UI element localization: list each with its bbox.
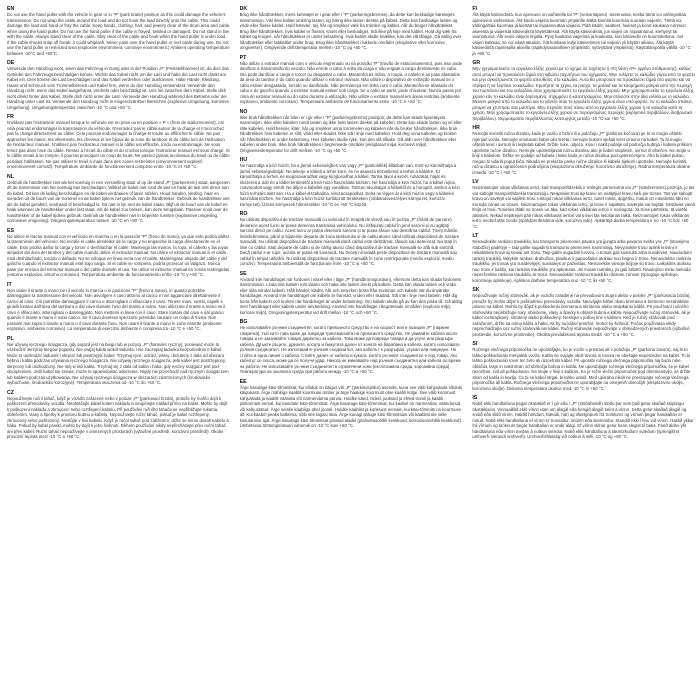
language-section: [240, 55, 463, 105]
language-section: [472, 341, 695, 391]
language-section: [472, 6, 695, 56]
language-section: [472, 179, 695, 229]
safety-warning-text: Nemojte koristiti ručnu dizalicu kada je vozilo u brzini ili u položaju „P“ (parkirna kočnica) jer bi to moglo oštetiti mjenjač vozila. Nemojte omotavati kabel oko tereta i nemojte kukom vješati teret izravno na kabel. To bi moglo oštetiti teret i uvrnuti ili raspletati kabel. Držite ruke, odjeću, kosu i nakit podalje od područja bubnja i kabela prilikom upotrebe ručne dizalice. Nemojte upotrebljavati ručnu dizalicu ako je kabel raspleten, uvrnut ili oštećen. Ne stojte u liniji s kabelom. Držite se podalje od kabela i kuke kada je ručna dizalica pod opterećenjem. Ako bi kabel pukao, mogao bi udariti poput biča. Nikada ne prelazite preko ručne dizalice ili kabela tijekom upotrebe. Nemojte koristiti ručnu dizalicu u ograničenim područjima (eksplozivno okruženje, korozivno okruženje). Radna temperatura okoline između -10 °C i +50 °C.: [472, 131, 692, 175]
safety-warning-text: Nepoužívajte ručný sťahovák, ak je vozidlo zaradené na prevodovom stupni alebo v polohe „P“ (parkovacia brzda), pretože by mohlo dôjsť k poškodeniu prevodovky vozidla. Neovíjajte kábel okolo bremena a bremeno nezaháknite priamo na kábel. Mohlo by dôjsť k poškodeniu bremena a skrúteniu alebo strapkaniu kábla. Pri používaní ručného sťahováka nepribližujte ruky, oblečenie, vlasy a šperky k oblasti bubna a kábla. Nepoužívajte ručný sťahovák, ak je kábel rozstrapkaný, skrútený alebo poškodený. Nestojte v jednej línii s káblom. Keď je ručný sťahovák pod zaťažením, držte sa mimo kábla a háku. Ak by sa kábel pretrhol, mohol by švihnúť. Počas používania nikdy neprechádzajte cez ručný sťahovák ani kábel. Ručný sťahovák nepoužívajte v obmedzených priestoroch (výbušné prostredie, korozívne prostredie). Okolitá prevádzková teplota medzi -10 °C a +50 °C.: [472, 293, 691, 337]
safety-warning-text: Μην χρησιμοποιείτε το εργαλείο έλξης χεριού με το όχημα σε ταχύτητα ή στη θέση «P» (φρένο στάθμευσης), καθώς αυτό μπορεί να προκαλέσει ζημιά στο κιβώτιο ταχυτήτων του οχήματος. Μην τυλίγετε το καλώδιο γύρω από το φορτίο και μην αγκιστρώνετε το φορτίο απευθείας στο καλώδιο. Αυτό θα μπορούσε να προκαλέσει ζημιά στο φορτίο και να στρίψει ή να ξεφτίσει το καλώδιο. Κρατήστε τα χέρια, τα ρούχα, τα μαλλιά και τα κοσμήματα μακριά από την περιοχή του τυμπάνου και του καλωδίου όταν χρησιμοποιείτε το εργαλείο έλξης χεριού. Μην χρησιμοποιείτε το εργαλείο έλξης χεριού εάν το καλώδιο είναι ξεφτισμένο, στριμμένο ή κατεστραμμένο. Μην στέκεστε στην ίδια ευθεία με το καλώδιο. Μείνετε μακριά από το καλώδιο και το γάντζο όταν το εργαλείο έλξης χεριού είναι υπό φορτίο. Αν το καλώδιο σπάσει, μπορεί να χτυπήσει σαν μαστίγιο. Μην περνάτε ποτέ πάνω από το εργαλείο έλξης χεριού ή το καλώδιο κατά τη χρήση. Μην χρησιμοποιείτε το εργαλείο έλξης χεριού σε περιορισμένες περιοχές (εκρηκτικό περιβάλλον, διαβρωτικό περιβάλλον). Θερμοκρασία περιβάλλοντος λειτουργίας μεταξύ -10 °C και +50 °C.: [472, 66, 695, 121]
language-code: HR: [472, 125, 480, 131]
safety-warning-text: Ročnega vlečnega pripomočka ne uporabljajte, ko je vozilo v prestavi ali v položaju „P“ (parkirna zavora), saj bi to lahko poškodovalo menjalnik vozila. Kabla ne ovijajte okoli tovora in tovora ne obešajte neposredno na kabel. To bi lahko poškodovalo tovor ter zvilo ali razcefralo kabel. Pri uporabi ročnega vlečnega pripomočka naj bodo roke, oblačila, lasje in nakit stran od območja bobna in kabla. Ne uporabljajte ročnega vlečnega pripomočka, če je kabel razcefran, zvit ali poškodovan. Ne stojte v liniji s kablom. Ko je ročni vlečni pripomoček pod obremenitvijo, se držite stran od kabla in kavlja. Če bi se kabel strgal, bi lahko udaril. Med uporabo nikoli ne prestopajte ročnega vlečnega pripomočka ali kabla. Ročnega vlečnega pripomočka ne uporabljajte na omejenih območjih (eksplozivno okolje, korozivno okolje). Delovna temperatura okolice med -10 °C in +50 °C.: [472, 347, 691, 391]
safety-warning-text: N’utilisez pas l’extracteur manuel lorsque le véhicule est en prise ou en position « P » (frein de stationnement), car cela pourrait endommager la transmission du véhicule. N’enroulez pas le câble autour de la charge et n’accrochez pas la charge directement au câble. Cela pourrait endommager la charge et tordre ou effilocher le câble. Ne pas approcher les mains, les vêtements, les cheveux et les bijoux de la zone du tambour et du câble lors de l’utilisation de l’extracteur manuel. N’utilisez pas l’extracteur manuel si le câble est effiloché, tordu ou endommagé. Ne vous tenez pas dans l’axe du câble. Restez à l’écart du câble et du crochet lorsque l’extracteur manuel est sous charge. Si le câble venait à se rompre, il pourrait provoquer un coup de fouet. Ne passez jamais au-dessus du treuil ou du câble pendant l’utilisation. Ne pas utiliser le treuil à main dans des zones restreintes (environnement explosif, environnement corrosif). Température ambiante de fonctionnement comprise entre -10 °C et +50 °C.: [7, 120, 230, 169]
safety-warning-text: Brug ikke håndtrækket, mens køretøjet er i gear eller i “P” (parkeringsbremse), da dette kan beskadige køretøjets transmission. Vikl ikke kablet omkring lasten, og hæng ikke lasten direkte på kablet. Dette kan beskadige lasten og vride eller flosse kablet. Hold hænder, tøj, hår og smykker væk fra tromlen og kablet, når du bruger håndtrækket. Brug ikke håndtrækket, hvis kablet er flosset, snoet eller beskadiget. Stå ikke på linje med kablet. Hold dig væk fra kablet og krogen, når håndtrækket er under belastning. Hvis kablet skulle knække, kan det slå tilbage. Gå aldrig over håndtrækket eller tabkablet under brug. Brug ikke håndtrækket i lukkede områder (eksplosive eller korrosive omgivelser). Omgivende driftstemperatur mellem -10 °C og +50 °C.: [239, 12, 462, 50]
language-code: FI: [472, 6, 477, 12]
language-section: [7, 390, 230, 440]
language-code: SK: [472, 287, 480, 293]
language-section: [472, 287, 695, 337]
document-page: [7, 6, 695, 694]
language-code: PL: [7, 335, 14, 342]
language-section: [472, 60, 695, 121]
language-section: [7, 174, 230, 224]
language-code: SE: [239, 270, 247, 277]
language-code: SI: [472, 341, 478, 347]
safety-warning-text: Nu utilizați dispozitivul de tractare manuală cu vehiculul în treaptă de viteză sau în poziția „P” (frână de parcare), deoarece acest lucru ar putea deteriora transmisia vehiculului. Nu înfășurați cablul în jurul sarcinii și nu agățați sarcina direct pe cablu. Acest lucru ar putea deteriora sarcina și ar putea răsuci sau destrăma cablul. Țineți mâinile, îmbrăcămintea, părul și bijuteriile departe de zona tamburului și de cablu atunci când utilizați dispozitivul de tractare manuală. Nu utilizați dispozitivul de tractare manuală dacă cablul este destrămat, răsucit sau deteriorat. Nu stați în linie cu cablul. Stați departe de cablu și de cârlig atunci când dispozitivul de tractare manuală se află sub sarcină. Dacă cablul s-ar rupe, acesta ar putea să lovească. Nu treceți niciodată peste dispozitivul de tractare manuală sau cablul în timpul utilizării. Nu utilizați dispozitivul de tractare manuală în zone restricționate (mediu exploziv, mediu coroziv). Temperatura ambientală de funcționare între -10 °C și +50 °C.: [239, 217, 460, 266]
language-section: [240, 379, 463, 429]
language-section: [472, 233, 695, 283]
language-code: IT: [7, 281, 12, 288]
language-section: [240, 157, 463, 207]
language-code: NL: [7, 173, 14, 180]
language-code: HU: [239, 157, 248, 163]
language-code: CZ: [7, 389, 14, 396]
safety-warning-text: Verwende den Handzug nicht, wenn das Fahrzeug in Gang oder in der Position „P“ (Feststellbremse) ist, da dies das Getriebe des Fahrzeugs beschädigen könnte. Wickle das Kabel nicht um die Last und hake die Last nicht direkt am Kabel ein. Dies könnte die Last beschädigen und das Kabel verdrehen oder ausfransen. Halte Hände, Kleidung, Haare und Schmuck vom Trommelbereich und Kabel fern, wenn du den Handzug verwendest. Verwende den Handzug nicht, wenn das Kabel ausgefranst, verdreht oder beschädigt ist. Uns nie zwischen dem Kabel. Stelle dich nicht direkt hinter das Kabel. Stelle dich nicht unter die Last. Vermeide den Handzug während des Betriebs oder der Handzug unter Last ist. Verwende den Handzug nicht in eingeschränkten Bereichen (explosive Umgebung, korrosive Umgebung). Umgebungstemperatur zwischen -10 °C und +50 °C.: [7, 66, 229, 110]
language-code: ES: [7, 227, 14, 234]
safety-warning-text: No utilice el tractor manual con el vehículo en marcha o en la posición “P” (freno de mano), ya que esto podría dañar la transmisión del vehículo. No enrolle el cable alrededor de la carga y no enganche la carga directamente en el cable. Esto podría dañar la carga y torcer o deshilachar el cable. Mantenga las manos, la ropa, el cabello y las joyas alejados del área del tambor y del cable cuando utilice el extractor manual. No utilice el extractor manual si el cable está deshilachado, torcido o dañado. No se coloque en línea recta con el cable. Manténgase alejado del cable y del gancho cuando el extractor manual esté bajo carga. Si el cable se rompiera, podría provocar un latigazo. Nunca pase por encima del extractor manual o del cable durante el uso. No utilice el extractor manual en zonas restringidas (entorno explosivo, entorno corrosivo). Temperatura ambiente de funcionamiento entre -10 °C y +50 °C.: [7, 233, 230, 277]
safety-warning-text: Ne használja a kézi húzót, ha a jármű sebességben van vagy „P” (parkolófék) állásban van, mert ez károsíthatja a jármű sebességváltóját. Ne tekerje a kábelt a teher köré, és ne akassza közvetlenül a terhet a kábelre. Ez károsíthatja a terhet, és megcsavarodhat vagy kirojtosodhat a kábel. Tartsa távol a kezét, ruházatát, haját és ékszereit a dob és a kábel területétől a kézi húzó használata közben. Ne használja a kézi húzót, ha a kábel rojtos, csavarodott vagy sérült. Ne álljon a kábellel egy vonalban. Tartson távolságot a kábeltől és a horogtól, amikor a kézi húzó terhelés alatt van. Ha a kábel elszakadna, visszacsapódhat. Soha ne lépjen át a kézi húzón vagy a kábelen használat közben. Ne használja a kézi húzót korlátozott területeken (robbanásveszélyes környezet, korrozív környezet). Üzemi környezeti hőmérséklet -10 °C és +50 °C között.: [239, 163, 460, 207]
safety-warning-text: Ikke bruk håndtrekken når bilen er i gir eller i “P” (parkeringsbrems) posisjon, da dette kan skade kjøretøyets transmisjon. Ikke vikle kabelen rundt lasten og ikke hekt lasten direkte på kabelen. Dette kan skade lasten og vri eller slite kabelen. Hold hender, klær, hår og smykker unna trommelen og kabelen når du bruker håndtrekken. Ikke bruk håndtrekken hvis kabelen er slitt, vridd eller skadet. Ikke stå i linje med kabelen. Hold deg unna kabelen og kroken når håndtrekken er under belastning. Hvis kabelen skulle ryke, kan den slå tilbake. Gå aldri over håndtrekken eller kabelen under bruk. Ikke bruk håndtrekken i begrensede områder (eksplosivt miljø, korrosivt miljø). Omgivelsestemperatur for drift mellom -10 °C og +50 °C.: [239, 114, 462, 153]
text-column-1: [7, 6, 230, 694]
language-code: LV: [472, 179, 479, 185]
language-code: EN: [7, 6, 15, 12]
text-column-2: [240, 6, 463, 694]
safety-warning-text: Neizmantojiet rokas vilkšanas ierīci, kad transportlīdzeklis ir ieslēgts pārnesumā vai „P“ (stāvbremzes) pozīcijā, jo tas var sabojāt transportlīdzekļa transmisiju. Neaptiniet trosi ap kravu un neāķējiet kravu tieši pie troses. Tas var sabojāt kravu un savērpt vai saplēst trosi. Lietojot rokas vilkšanas ierīci, turiet rokas, apģērbu, matus un rotaslietas tālu no trumuļa zonas un troses. Neizmantojiet rokas vilkšanas ierīci, ja trose ir saplēsta, savērpta vai bojāta. Nestāviet vienā līnijā ar trosi. Turieties tālāk no troses un āķa, kad rokas vilkšanas ierīce ir noslogota. Ja trose pārtrūktu, tā varētu atsisties. Nekad nepārejiet pāri rokas vilkšanas ierīcei vai trosei tās lietošanas laikā. Neizmantojiet rokas vilkšanas ierīci ierobežotās zonās (sprādzienbīstama vide, korozīva vide). Apkārtējā darba temperatūra ir no -10 °C līdz +50 °C.: [472, 185, 695, 229]
language-code: LT: [472, 233, 479, 239]
language-code: NO: [239, 108, 248, 115]
language-section: [7, 336, 230, 386]
safety-warning-text: Não utilize o extrator manual com o veículo engrenado ou na posição “P” (travão de estacionamento), pois isso pode danificar a transmissão do veículo. Não enrole o cabo à volta da carga e não engate a carga diretamente no cabo. Isto pode danificar a carga e torcer ou desgastar o cabo. Mantenha as mãos, a roupa, o cabelo e as joias afastados da área do tambor e do cabo quando utilizar o extrator manual. Não utilize o dispositivo de extração manual se o cabo estiver desgastado, torcido ou danificado. Não permaneça em linha com o cabo. Mantenha-se afastado do cabo e do gancho quando o extrator manual estiver sob carga. Se o cabo se partir, pode chicotear. Nunca passe por cima do extrator manual ou do cabo durante a utilização. Não utilize o extrator manual em áreas restritas (ambiente explosivo, ambiente corrosivo). Temperatura ambiente de funcionamento entre -10 °C e +50 °C.: [239, 60, 463, 104]
language-code: BG: [239, 319, 248, 325]
language-section: [240, 319, 463, 375]
language-section: [7, 228, 230, 278]
safety-warning-text: Notið ekki handtalíuna þegar ökutækið er í gír eða í „P“ (stöðuhemill) stöðu þar sem það getur skaðað skiptingu ökutækisins. Vinnuaðilið ekki vírinn utan um álagið eða hengið álagið beint á vírinn. Þetta getur skaðað álagið og snúið eða slitið vírinn. Haldið höndum, fatnaði, hári og skartgripum frá tromlunni og vírnum þegar handtalían er notuð. Notið ekki handtalíuna ef vírinn er trosnaður, snúinn eða skemmdur. Standið ekki í línu við vírinn. Haldið ykkur frá vírnum og króknum þegar handtalían er undir álagi. Ef vírinn slitnar getur hann slegist til baka. Farið aldrei yfir handtalíuna eða vírinn meðan á notkun stendur. Notið ekki handtalíuna á takmörkuðum svæðum (sprengifimt umhverfi, tærandi umhverfi). Umhverfishitastig við notkun á milli -10 °C og +50 °C.: [472, 401, 694, 439]
language-code: FR: [7, 114, 14, 120]
language-section: [472, 395, 695, 440]
safety-warning-text: Ärge kasutage käsi-tõmmitsat, kui sõiduk on käigus või „P“ (parkimispidur) asendis, kuna see võib kahjustada sõiduki käigukasti. Ärge mähkige kaablit koormuse ümber ja ärge haakige koormust otse kaabli külge. See võib koormust kahjustada ja kaablit väänata või narmendama panna. Hoidke käed, riided, juuksed ja ehted trumli ja kaabli piirkonnast eemal, kui kasutate käsi-tõmmitsat. Ärge kasutage käsi-tõmmitsat, kui kaabel on narmendav, väändunud või kahjustatud. Ärge seiske kaabliga ühel joonel. Hoidke kaablist ja konksust eemale, kui käsi-tõmmits on koormuse all. Kui kaabel peaks katkema, võib see tagasi lüüa. Ärge kunagi astuge käsi-tõmmitsast või kaablist üle selle kasutamise ajal. Ärge kasutage käsi-tõmmitsat piiratud aladel (plahvatusohtlik keskkond, korrosiooniohtlik keskkond). Ümbritseva töötemperatuuri vahemik on -10 °C kuni +50 °C.: [239, 384, 463, 428]
language-code: EE: [239, 378, 247, 385]
language-section: [7, 282, 230, 332]
safety-warning-text: Nie używaj ręcznego ściągacza, gdy pojazd jest na biegu lub w pozycji „P” (hamulec ręczny), ponieważ może to uszkodzić skrzynię biegów pojazdu. Nie owijaj kabla wokół ładunku i nie zaczepiaj ładunku bezpośrednio o kabel. Może to uszkodzić ładunek i skręcić lub postrzępić kabel. Trzymaj ręce, odzież, włosy i biżuterię z dala od obszaru bębna i kabla podczas używania ręcznego ściągacza. Nie używaj ręcznego ściągacza, jeśli kabel jest postrzępiony, skręcony lub uszkodzony. Nie stój w linii kabla. Trzymaj się z dala od kabla i haka, gdy ręczny ściągacz jest pod obciążeniem. Jeśli kabel się zerwie, może to spowodować uderzenie. Nigdy nie przechodź nad ręcznym ściągaczem lub kablem podczas użytkowania. Nie używaj ręcznego ściągacza w obszarach zastrzeżonych (środowisko wybuchowe, środowisko korozyjne). Temperatura otoczenia od -10 °C do +50 °C.: [7, 341, 229, 385]
safety-warning-text: Älä käytä käsivedintä, kun ajoneuvo on vaihteella tai “P” (seisontajarru) -asennossa, koska tämä voi vahingoittaa ajoneuvon vaihteistoa. Älä kiedo vaijeria kuorman ympärille äläkä kiinnitä kuormaa suoraan vaijeriin. Tämä voi vahingoittaa kuormaa ja kiertää tai rispaannuttaa vaijeria. Pidä kädet, vaatteet, hiukset ja korut kaukana rummun alueesta ja vaijerista käsivedintä käytettäessä. Älä käytä käsivedintä, jos vaijeri on rispaantunut, kiertynyt tai vaurioitunut. Älä seiso vaijerin linjalla. Pysy kaukana vaijerista ja koukusta, kun käsivedin on kuormitettuna. Jos vaijeri katkeaa, se voi iskeä takaisin. Älä koskaan kulje käsivetimen tai vaijerin yli käytön aikana. Älä käytä käsivedintä rajoitetuilla alueilla (räjähdysvaarallinen ympäristö, syövyttävä ympäristö). Käyttölämpötila välillä -10 °C ja +50 °C.: [472, 12, 691, 56]
safety-warning-text: Nepoužívejte ruční tahač, když je vozidlo zařazené nebo v poloze „P“ (parkovací brzda), protože by mohlo dojít k poškození převodovky vozidla. Neobtáčejte kabel kolem nákladu a neupínejte náklad přímo na kabel. Mohlo by dojít k poškození nákladu a zkroucení nebo roztřepení kabelu. Při používání ručního tahače se nepřibližujte rukama, oblečením, vlasy a šperky k prostoru bubnu a kabelu. Nepoužívejte ruční tahač, pokud je kabel roztřepený, zkroucený nebo poškozený. Nestůjte v linii kabelu. Když je ruční tahač pod zatížením, držte se mimo dosah kabelu a háku. Pokud by kabel praskl, mohlo by dojít k jeho švihnutí. Během používání nikdy nepřecházejte přes ruční tahač ani přes kabel. Ruční tahač nepoužívejte v omezených prostorách (výbušné prostředí, korozivní prostředí). Okolní provozní teplota mezi -10 °C a +50 °C.: [7, 395, 229, 439]
language-section: [240, 109, 463, 154]
language-code: RO: [239, 211, 248, 217]
language-section: [472, 125, 695, 175]
language-code: PT: [239, 54, 247, 61]
language-section: [240, 6, 463, 51]
safety-warning-text: Använd inte handdraget när fordonet i växel eller i läge „P” (handbromsposition), eftersom detta kan skada fordonets transmission. Linda inte kabeln runt lasten och haka inte lasten direkt på kabeln. Detta kan skada lasten och vrida eller slita sönder kabeln. Håll händer, kläder, hår och smycken borta från trumman och kabeln när du använder handdraget. Använd inte handdraget om kabeln är fransad, vriden eller skadad. Stå inte i linje med kabeln. Håll dig borta från kabeln och kroken när handdraget är under belastning. Om kabeln skulle gå av kan den piska till. Gå aldrig över handdraget eller kabeln under användning. Använd inte handdraget i begränsade områden (explosiv miljö, korrosiv miljö). Omgivningstemperatur vid drift mellan -10 °C och +50 °C.: [239, 276, 463, 315]
language-section: [7, 60, 230, 110]
language-code: IS: [472, 395, 478, 401]
safety-warning-text: Nenaudokite rankinio traukiklio, kai transporto priemonės pavara yra įjungta arba pavaros svirtis yra „P“ (stovėjimo stabdžio) padėtyje – taip galite sugadinti transporto priemonės transmisiją. Nevyniokite troso aplink krovinį ir nekabinkite krovinio tiesiai ant troso. Taip galite sugadinti krovinį, o trosas gali susisukti arba susidėvėti. Naudodami rankinį traukiklį, laikykite rankas, drabužius, plaukus ir papuošalus atokiau nuo būgno ir troso. Nenaudokite rankinio traukiklio, jei trosas yra susidėvėjęs, susisukęs ar pažeistas. Nestovėkite vienoje linijoje su trosu. Laikykitės atokiau nuo troso ir kablio, kai rankinis traukiklis yra apkrautas. Jei trosas nutrūktų, jis gali atšokti. Naudojimo metu niekada neperženkite rankinio traukiklio ar troso. Nenaudokite rankinio traukiklio ribotose zonose (sprogioje aplinkoje, korozinėje aplinkoje). Aplinkos darbinė temperatūra nuo -10 °C iki +50 °C.: [472, 239, 692, 283]
language-section: [240, 211, 463, 267]
language-code: GR: [472, 60, 481, 66]
language-code: DK: [239, 6, 248, 12]
safety-warning-text: Не използвайте ръчния съединител, когато превозното средство е на скорост или в позиция „P“ (паркинг спирачка), тъй като това може да повреди трансмисията на превозното средство. Не увивайте кабела около товара и не закачвайте товара директно за кабела. Това може да повреди товара и да усуче или разръфе кабела. Дръжте ръцете, дрехите, косата и бижутата далеч от зоната на барабана и кабела, когато използвате ръчния съединител. Не използвайте ръчния съединител, ако кабелът е разръфан, усукан или повреден. Не стойте в една линия с кабела. Стойте далеч от кабела и куката, когато ръчният съединител е под товар. Ако кабелът се скъса, може да се получи удар. Никога не минавайте над ръчния съединител или кабела по време на работа. Не използвайте ръчния съединител в ограничени зони (експлозивна среда, корозивна среда). Температура на околната среда при работа между -10 °C и +50 °C.: [239, 325, 461, 374]
language-section: [7, 114, 230, 170]
language-section: [7, 6, 230, 56]
safety-warning-text: Non usare il tirante a mano con il veicolo in marcia o in posizione “P” (freno a mano), in quanto potrebbe danneggiare la trasmissione del veicolo. Non avvolgere il cavo attorno al carico e non agganciare direttamente il carico al cavo. Ciò potrebbe danneggiare il carico e attorcigliare o sfilacciare il cavo. Tenere mani, vestiti, capelli e gioielli lontani dall’area del tamburo e dal cavo durante l’uso del tirante a mano. Non utilizzare il tirante a mano se il cavo è sfilacciato, attorcigliato o danneggiato. Non mettersi in linea con il cavo. Stare lontani dal cavo e dal gancio quando il tirante a mano è sotto carico. Se il cavo dovesse spezzarsi potrebbe causare un colpo di frusta. Non passare mai sopra il tirante a mano o il cavo durante l’uso. Non usare il tirante a mano in zone ristrette (ambiente esplosivo, ambiente corrosivo). La temperatura di esercizio ambiente è compresa tra -10 °C e +50 °C.: [7, 287, 226, 331]
language-section: [240, 271, 463, 316]
language-code: DE: [7, 60, 15, 66]
safety-warning-text: Gebruik de handtrekker niet als het voertuig in een versnelling staat of op de stand „P“ (parkeerrem) staat, aangezien dit de transmissie van het voertuig kan beschadigen. Wikkel de kabel niet rond de last en haak de last niet direct aan de kabel. Dit kan de lading beschadigen en de kabel verdraaien of laten rafelen. Houd handen, kleding, haar en sieraden uit de buurt van de trommel en de kabel tijdens het gebruik van de handtrekker. Gebruik de handtrekker niet als de kabel gerafeld, verdraaid of beschadigd is. Ga niet in lijn met de kabel staan. Blijf uit de buurt van de kabel en haak wanneer de handtrekker onder last staat. Als de kabel zou breken, kan deze terugslaan. Passeer nooit over de handtrekker of de kabel tijdens gebruik. Gebruik de handtrekker niet in beperkte ruimten (explosieve omgeving, corrosieve omgeving). Omgevingstemperatuur tussen -10 °C en +50 °C.: [7, 179, 230, 223]
safety-warning-text: Do not use the hand puller with the vehicle in gear or in “P” (park brake) position as this could damage the vehicle’s transmission. Do not wrap the cable around the load and do not hook the load directly onto the cable. This could damage the load and hand or fray the cable. Keep hands, clothing, hair, and jewelry clear of the drum area and cable when using the hand puller. Do not use the hand puller if the cable is frayed, twisted or damaged. Do not stand in line with the cable. Always stand clear of the cable. Stay clear of the cable and hook when the hand puller is under load. If the cable should snap off break, it could whiplash. Never pass over the hand puller or reel cable during use. Do not use the hand puller in restricted area (explosive environment, corrosive environment.) Ambient operating temperature between -10°C and +50°C.: [7, 12, 230, 56]
text-column-3: [472, 6, 695, 694]
